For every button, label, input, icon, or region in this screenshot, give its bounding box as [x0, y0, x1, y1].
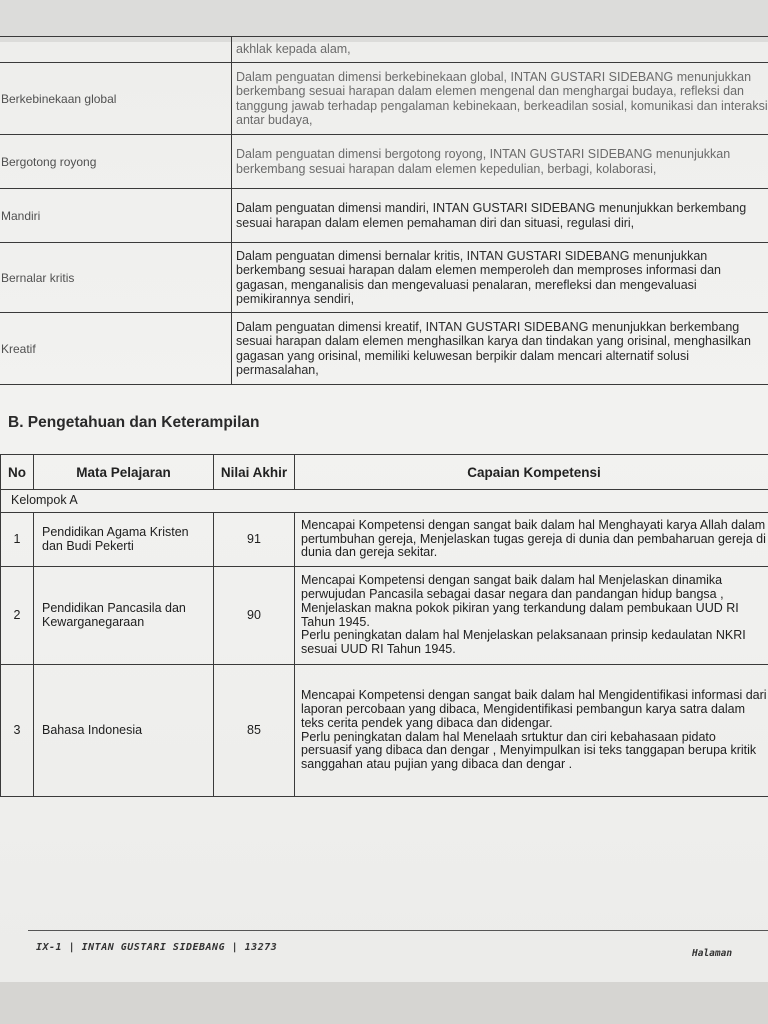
- footer-divider: [28, 930, 768, 931]
- competence-description: [295, 513, 768, 567]
- dimension-row: [0, 189, 768, 243]
- competence-text: Mencapai Kompetensi dengan sangat baik dalam hal Menghayati karya Allah dalam pertumbuhan gereja, Menjelaskan tugas gereja di dunia dan pembaharuan gereja di dunia dan gereja sekitar.: [301, 517, 766, 560]
- table-row: [1, 665, 768, 797]
- table-row: [1, 513, 768, 567]
- improvement-text: Perlu peningkatan dalam hal Menjelaskan pelaksanaan prinsip kedaulatan NKRI sesuai UUD RI Tahun 1945.: [301, 628, 746, 657]
- competence-description: [295, 665, 768, 797]
- section-title: B. Pengetahuan dan Keterampilan: [8, 414, 260, 431]
- competence-description: [295, 567, 768, 665]
- dimension-row: [0, 37, 768, 63]
- group-label: Kelompok A: [1, 490, 768, 513]
- dimension-name: Mandiri: [0, 189, 232, 243]
- dimension-description: Dalam penguatan dimensi berkebinekaan global, INTAN GUSTARI SIDEBANG menunjukkan berkembang sesuai harapan dalam elemen mengenal dan menghargai budaya, refleksi dan tanggung jawab terhadap pengalaman kebinekaan, berkeadilan sosial, komunikasi dan interaksi antar budaya,: [232, 63, 768, 135]
- dimension-name: Bernalar kritis: [0, 243, 232, 313]
- row-number: 2: [1, 567, 34, 665]
- footer-page-label: Halaman: [692, 948, 733, 959]
- dimension-description: Dalam penguatan dimensi bernalar kritis, INTAN GUSTARI SIDEBANG menunjukkan berkembang sesuai harapan dalam elemen memperoleh dan memproses informasi dan gagasan, menganalisis dan mengevaluasi penalaran, merefleksi dan mengevaluasi pemikirannya sendiri,: [232, 243, 768, 313]
- dimension-name: Berkebinekaan global: [0, 63, 232, 135]
- dimension-description: Dalam penguatan dimensi mandiri, INTAN GUSTARI SIDEBANG menunjukkan berkembang sesuai harapan dalam elemen pemahaman diri dan situasi, regulasi diri,: [232, 189, 768, 243]
- improvement-text: Perlu peningkatan dalam hal Menelaah srtuktur dan ciri kebahasaan pidato persuasif yang dibaca dan dengar , Menyimpulkan isi teks tanggapan berupa kritik sanggahan atau pujian yang dibaca dan dengar .: [301, 729, 757, 772]
- header-no: No: [1, 455, 34, 490]
- table-header-row: [1, 455, 768, 490]
- row-number: 1: [1, 513, 34, 567]
- final-score: 85: [214, 665, 295, 797]
- subject-name: Bahasa Indonesia: [34, 665, 214, 797]
- competence-text: Mencapai Kompetensi dengan sangat baik dalam hal Mengidentifikasi informasi dari laporan percobaan yang dibaca, Mengidentifikasi pembangun karya satra dalam teks cerita pendek yang dibaca dan didengar.: [301, 688, 767, 730]
- dimension-row: [0, 135, 768, 189]
- dimension-name: [0, 37, 232, 63]
- table-row: [1, 567, 768, 665]
- character-dimension-table: [0, 36, 768, 385]
- dimension-name: Kreatif: [0, 313, 232, 385]
- footer-student-info: IX-1 | INTAN GUSTARI SIDEBANG | 13273: [36, 942, 278, 953]
- header-score: Nilai Akhir: [214, 455, 295, 490]
- competence-text: Mencapai Kompetensi dengan sangat baik dalam hal Menjelaskan dinamika perwujudan Pancasila sebagai dasar negara dan pandangan hidup bangsa , Menjelaskan makna pokok pikiran yang terkandung dalam pembukaan UUD RI Tahun 1945.: [301, 573, 739, 629]
- header-competence: Capaian Kompetensi: [295, 455, 768, 490]
- grades-table: [0, 454, 768, 797]
- scan-bottom-margin: [0, 982, 768, 1024]
- dimension-name: Bergotong royong: [0, 135, 232, 189]
- final-score: 91: [214, 513, 295, 567]
- header-subject: Mata Pelajaran: [34, 455, 214, 490]
- group-row: [1, 490, 768, 513]
- dimension-description: Dalam penguatan dimensi bergotong royong, INTAN GUSTARI SIDEBANG menunjukkan berkembang sesuai harapan dalam elemen kepedulian, berbagi, kolaborasi,: [232, 135, 768, 189]
- dimension-row: [0, 313, 768, 385]
- dimension-description: akhlak kepada alam,: [232, 37, 768, 63]
- subject-name: Pendidikan Pancasila dan Kewarganegaraan: [34, 567, 214, 665]
- dimension-row: [0, 63, 768, 135]
- final-score: 90: [214, 567, 295, 665]
- subject-name: Pendidikan Agama Kristen dan Budi Pekerti: [34, 513, 214, 567]
- dimension-row: [0, 243, 768, 313]
- dimension-description: Dalam penguatan dimensi kreatif, INTAN GUSTARI SIDEBANG menunjukkan berkembang sesuai harapan dalam elemen menghasilkan karya dan tindakan yang orisinal, menghasilkan gagasan yang orisinal, memiliki keluwesan berpikir dalam mencari alternatif solusi permasalahan,: [232, 313, 768, 385]
- row-number: 3: [1, 665, 34, 797]
